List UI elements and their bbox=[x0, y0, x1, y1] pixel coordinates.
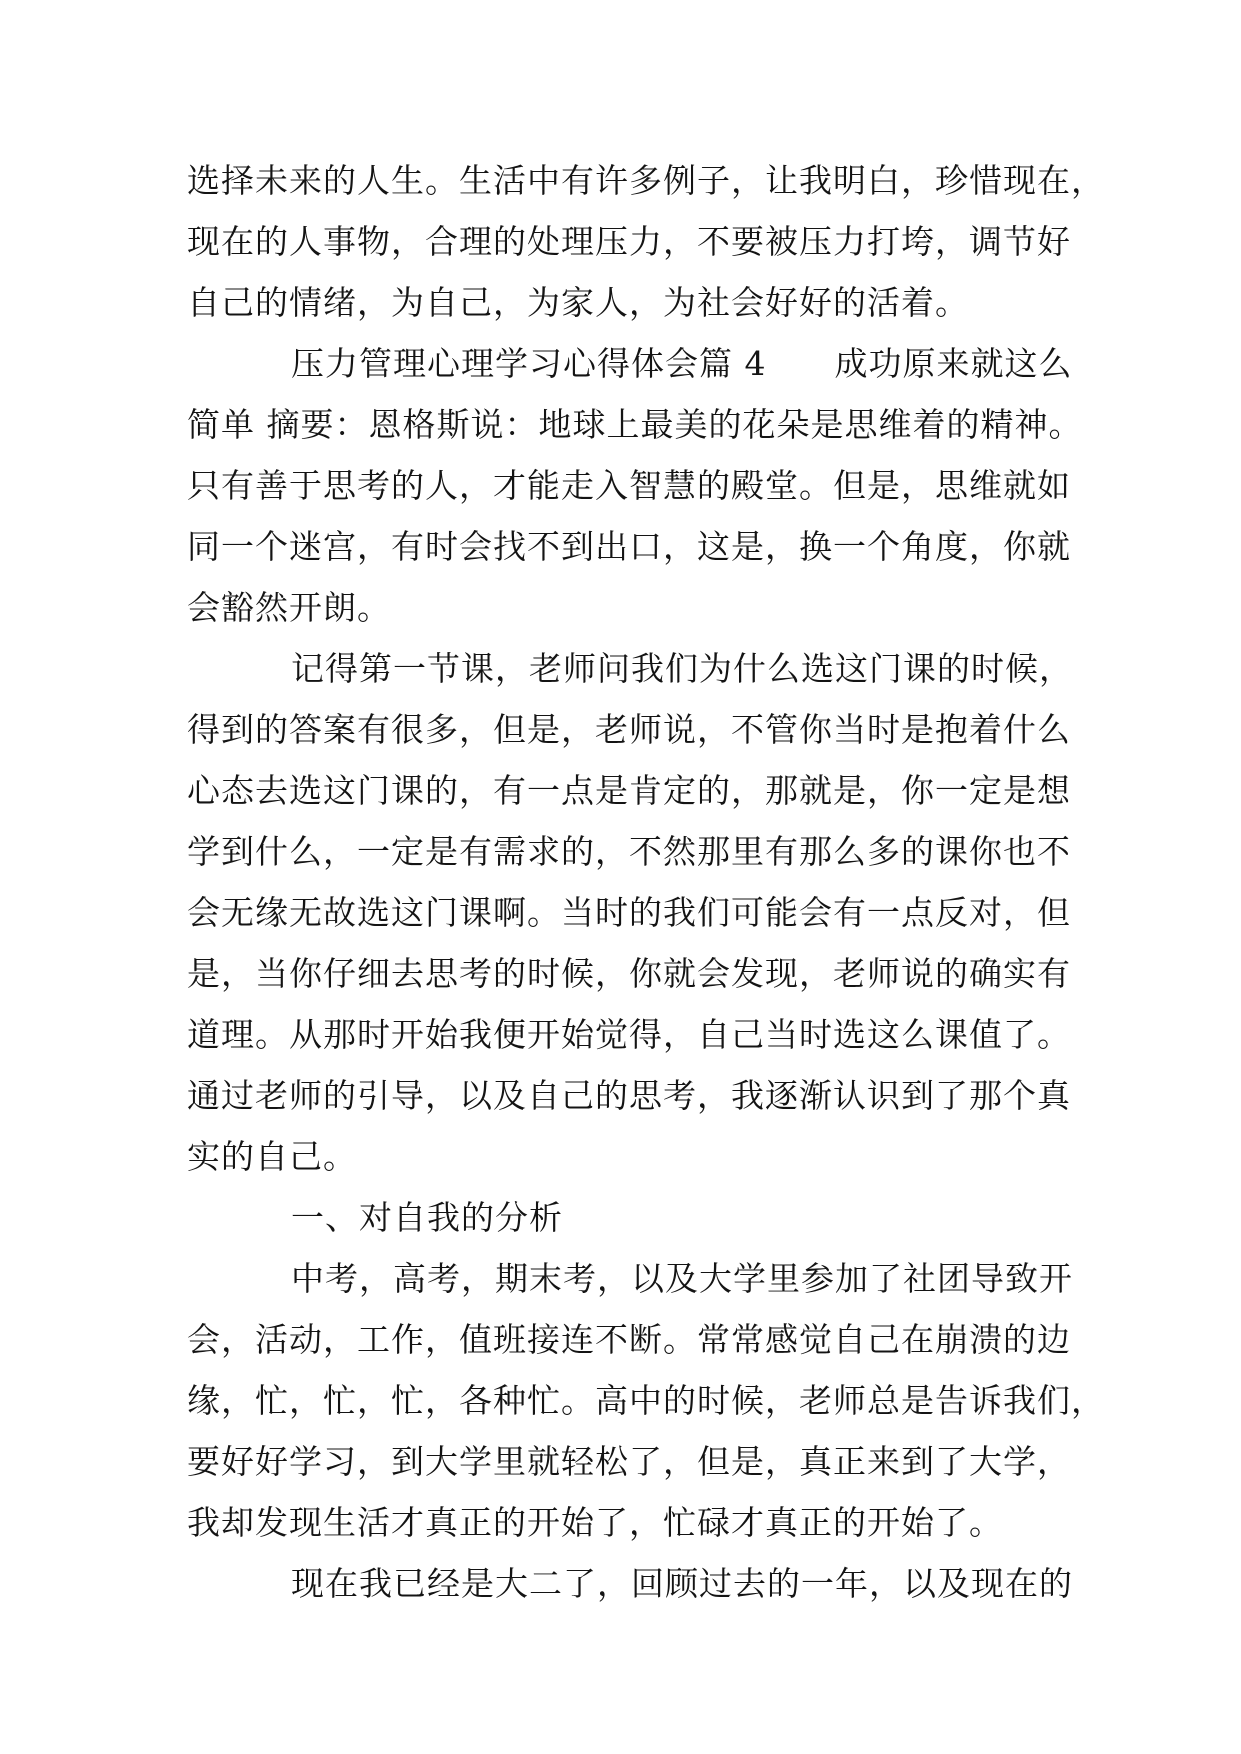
text-line: 学到什么，一定是有需求的，不然那里有那么多的课你也不 bbox=[187, 832, 1071, 871]
paragraph-start-line: 记得第一节课，老师问我们为什么选这门课的时候， bbox=[291, 649, 1073, 688]
text-line: 道理。从那时开始我便开始觉得，自己当时选这么课值了。 bbox=[187, 1015, 1071, 1054]
document-body bbox=[187, 150, 1105, 1614]
text-line: 选择未来的人生。生活中有许多例子，让我明白，珍惜现在， bbox=[187, 161, 1105, 200]
text-line: 自己的情绪，为自己，为家人，为社会好好的活着。 bbox=[187, 283, 969, 322]
text-line: 我却发现生活才真正的开始了，忙碌才真正的开始了。 bbox=[187, 1503, 1003, 1542]
text-line: 现在的人事物，合理的处理压力，不要被压力打垮，调节好 bbox=[187, 222, 1071, 261]
text-line: 简单 摘要：恩格斯说：地球上最美的花朵是思维着的精神。 bbox=[187, 405, 1083, 444]
text-line: 同一个迷宫，有时会找不到出口，这是，换一个角度，你就 bbox=[187, 527, 1071, 566]
text-line: 只有善于思考的人，才能走入智慧的殿堂。但是，思维就如 bbox=[187, 466, 1071, 505]
text-line: 会无缘无故选这门课啊。当时的我们可能会有一点反对，但 bbox=[187, 893, 1071, 932]
text-line: 会，活动，工作，值班接连不断。常常感觉自己在崩溃的边 bbox=[187, 1320, 1071, 1359]
paragraph-start-line: 现在我已经是大二了，回顾过去的一年，以及现在的 bbox=[291, 1564, 1073, 1603]
text-line: 实的自己。 bbox=[187, 1137, 357, 1176]
text-line: 是，当你仔细去思考的时候，你就会发现，老师说的确实有 bbox=[187, 954, 1071, 993]
subheading-line: 一、对自我的分析 bbox=[291, 1198, 563, 1237]
text-line: 要好好学习，到大学里就轻松了，但是，真正来到了大学， bbox=[187, 1442, 1071, 1481]
paragraph-start-line: 中考，高考，期末考，以及大学里参加了社团导致开 bbox=[291, 1259, 1073, 1298]
text-line: 心态去选这门课的，有一点是肯定的，那就是，你一定是想 bbox=[187, 771, 1071, 810]
text-line: 缘，忙，忙，忙，各种忙。高中的时候，老师总是告诉我们， bbox=[187, 1381, 1105, 1420]
text-line: 会豁然开朗。 bbox=[187, 588, 391, 627]
section-heading-line: 压力管理心理学习心得体会篇 4 成功原来就这么 bbox=[291, 344, 1073, 383]
text-line: 通过老师的引导，以及自己的思考，我逐渐认识到了那个真 bbox=[187, 1076, 1071, 1115]
text-line: 得到的答案有很多，但是，老师说，不管你当时是抱着什么 bbox=[187, 710, 1071, 749]
